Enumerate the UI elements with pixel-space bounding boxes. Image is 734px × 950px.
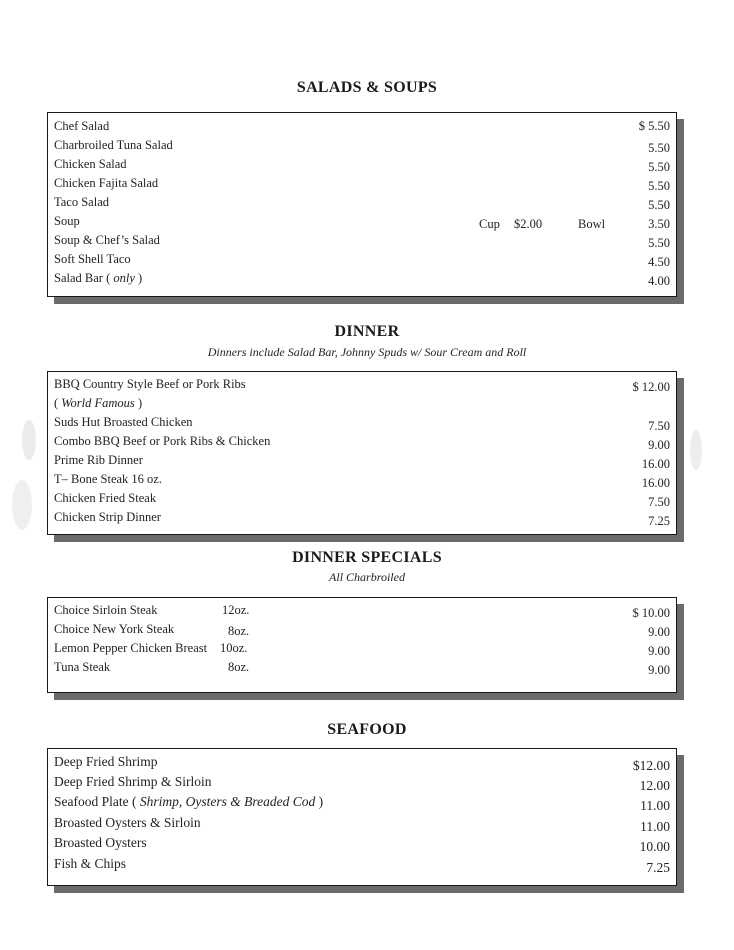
item-price: $12.00 bbox=[632, 758, 670, 773]
item-name: Tuna Steak bbox=[54, 660, 111, 674]
dinner-subtitle: Dinners include Salad Bar, Johnny Spuds w/ Sour Cream and Roll bbox=[207, 345, 527, 359]
scan-speck bbox=[12, 480, 32, 530]
item-price: 12.00 bbox=[639, 778, 670, 793]
item-name: Broasted Oysters & Sirloin bbox=[54, 815, 201, 830]
item-price: 4.00 bbox=[648, 274, 670, 288]
item-price: 9.00 bbox=[648, 644, 670, 658]
item-name: Salad Bar ( only ) bbox=[54, 271, 143, 285]
item-name: Chicken Fried Steak bbox=[54, 491, 157, 505]
item-price: 11.00 bbox=[640, 798, 670, 813]
item-name: T– Bone Steak 16 oz. bbox=[54, 472, 162, 486]
scan-speck bbox=[690, 430, 702, 470]
item-name: ( World Famous ) bbox=[54, 396, 143, 410]
item-name: Taco Salad bbox=[54, 195, 110, 209]
item-price: 9.00 bbox=[648, 438, 670, 452]
item-name: Soft Shell Taco bbox=[54, 252, 131, 266]
item-size: 8oz. bbox=[228, 660, 250, 674]
menu-item bbox=[54, 508, 670, 527]
item-name: Combo BBQ Beef or Pork Ribs & Chicken bbox=[54, 434, 271, 448]
item-price: 7.50 bbox=[648, 495, 670, 509]
item-name: BBQ Country Style Beef or Pork Ribs bbox=[54, 377, 246, 391]
menu-item bbox=[54, 231, 670, 250]
item-price: 5.50 bbox=[648, 236, 670, 250]
menu-item bbox=[54, 136, 670, 155]
menu-item bbox=[54, 470, 670, 489]
seafood-box bbox=[47, 748, 677, 886]
item-price: 11.00 bbox=[640, 819, 670, 834]
salads-soups-box bbox=[47, 112, 677, 297]
dinner-specials-box bbox=[47, 597, 677, 693]
item-price: 4.50 bbox=[648, 255, 670, 269]
item-price: 16.00 bbox=[641, 476, 670, 490]
menu-item bbox=[54, 489, 670, 508]
item-name: Suds Hut Broasted Chicken bbox=[54, 415, 193, 429]
item-name: Seafood Plate ( Shrimp, Oysters & Breaded Cod ) bbox=[54, 794, 324, 809]
item-name: Chef Salad bbox=[54, 119, 110, 133]
item-price: 5.50 bbox=[648, 160, 670, 174]
item-price: 9.00 bbox=[648, 625, 670, 639]
menu-item bbox=[54, 269, 670, 288]
menu-item bbox=[54, 752, 670, 772]
menu-item bbox=[54, 432, 670, 451]
menu-item bbox=[54, 375, 670, 394]
item-name: Chicken Salad bbox=[54, 157, 127, 171]
section-title-dinner: DINNER bbox=[334, 323, 400, 340]
menu-item bbox=[54, 658, 670, 677]
menu-item bbox=[54, 212, 670, 231]
item-name: Broasted Oysters bbox=[54, 835, 147, 850]
item-price: 3.50 bbox=[648, 217, 670, 231]
dinner-specials-subtitle: All Charbroiled bbox=[329, 570, 405, 584]
item-name: Soup bbox=[54, 214, 80, 228]
item-price: $ 10.00 bbox=[632, 606, 670, 620]
item-price: 16.00 bbox=[641, 457, 670, 471]
menu-item bbox=[54, 854, 670, 874]
menu-item bbox=[54, 193, 670, 212]
item-size: 12oz. bbox=[222, 603, 250, 617]
item-name: Soup & Chef’s Salad bbox=[54, 233, 160, 247]
item-name: Charbroiled Tuna Salad bbox=[54, 138, 173, 152]
item-price: 7.25 bbox=[646, 860, 670, 875]
item-name: Prime Rib Dinner bbox=[54, 453, 143, 467]
menu-item bbox=[54, 639, 670, 658]
item-name: Choice Sirloin Steak bbox=[54, 603, 158, 617]
item-size: 8oz. bbox=[228, 624, 250, 638]
menu-item bbox=[54, 174, 670, 193]
item-price: $ 12.00 bbox=[632, 380, 670, 394]
item-price: 7.25 bbox=[648, 514, 670, 528]
item-size: 10oz. bbox=[220, 641, 248, 655]
menu-item bbox=[54, 155, 670, 174]
menu-item bbox=[54, 813, 670, 833]
item-price: 9.00 bbox=[648, 663, 670, 677]
menu-item bbox=[54, 620, 670, 639]
menu-item bbox=[54, 394, 670, 413]
section-title-salads-soups: SALADS & SOUPS bbox=[296, 79, 438, 96]
section-title-seafood: SEAFOOD bbox=[327, 721, 407, 738]
item-name: Deep Fried Shrimp bbox=[54, 754, 158, 769]
menu-item bbox=[54, 413, 670, 432]
item-name: Lemon Pepper Chicken Breast bbox=[54, 641, 208, 655]
menu-item bbox=[54, 117, 670, 136]
menu-item bbox=[54, 833, 670, 853]
item-price: 5.50 bbox=[648, 141, 670, 155]
item-name: Chicken Fajita Salad bbox=[54, 176, 159, 190]
item-price: 5.50 bbox=[648, 198, 670, 212]
scan-speck bbox=[22, 420, 36, 460]
item-name: Fish & Chips bbox=[54, 856, 127, 871]
menu-item bbox=[54, 451, 670, 470]
section-title-dinner-specials: DINNER SPECIALS bbox=[292, 549, 442, 566]
bowl-label: Bowl bbox=[578, 217, 606, 231]
cup-label: Cup bbox=[479, 217, 500, 231]
item-name: Deep Fried Shrimp & Sirloin bbox=[54, 774, 212, 789]
item-price: 7.50 bbox=[648, 419, 670, 433]
item-price: 5.50 bbox=[648, 179, 670, 193]
menu-item bbox=[54, 772, 670, 792]
item-name: Chicken Strip Dinner bbox=[54, 510, 161, 524]
cup-price: $2.00 bbox=[514, 217, 543, 231]
menu-item bbox=[54, 601, 670, 620]
dinner-box bbox=[47, 371, 677, 535]
menu-item bbox=[54, 250, 670, 269]
item-price: $ 5.50 bbox=[638, 119, 670, 133]
item-price: 10.00 bbox=[639, 839, 670, 854]
menu-item bbox=[54, 792, 670, 812]
item-name: Choice New York Steak bbox=[54, 622, 175, 636]
